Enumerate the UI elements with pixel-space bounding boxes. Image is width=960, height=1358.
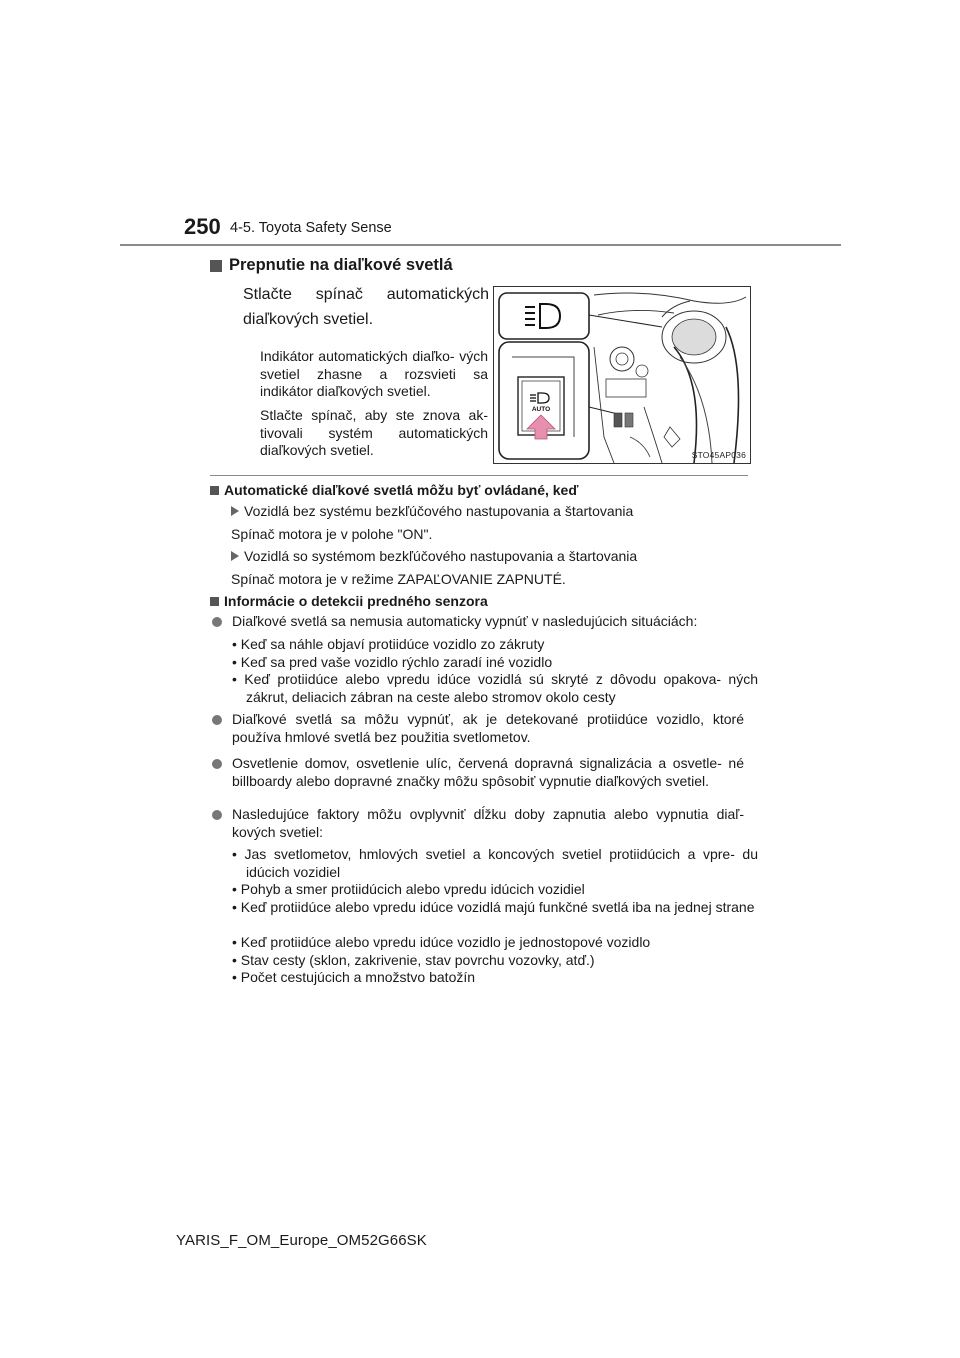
page-number: 250 [184,214,221,239]
dot-bullet-icon [212,711,227,729]
case2-title-text: Vozidlá so systémom bezkľúčového nastupovania a štartovania [244,548,638,564]
list-item: • Počet cestujúcich a množstvo batožín [232,969,476,985]
section2-title-text: Informácie o detekcii predného senzora [224,593,488,609]
case1-title-text: Vozidlá bez systému bezkľúčového nastupovania a štartovania [244,503,634,519]
dashboard-illustration [493,286,751,464]
list-item: • Keď protiidúce alebo vpredu idúce vozidlá sú skryté z dôvodu opakova- ných zákrut, deliacich zábran na ceste alebo stromov okolo cesty [232,671,758,705]
auto-label: AUTO [531,406,551,413]
case1-text: Spínač motora je v polohe "ON". [231,526,433,542]
list-item: • Keď protiidúce alebo vpredu idúce vozidlá majú funkčné svetlá iba na jednej strane [232,899,755,915]
case1-title [231,503,633,521]
square-bullet-icon [210,486,219,495]
list-item: • Keď sa náhle objaví protiidúce vozidlo zo zákruty [232,636,545,652]
case2-text: Spínač motora je v režime ZAPAĽOVANIE ZAPNUTÉ. [231,571,566,587]
heading-text: Prepnutie na diaľkové svetlá [229,256,453,274]
dashboard-drawing [494,287,750,463]
section-rule [210,475,748,476]
list-item: • Keď sa pred vaše vozidlo rýchlo zaradí iné vozidlo [232,654,553,670]
triangle-bullet-icon [231,506,239,516]
section2-title [210,593,488,611]
dot-bullet-icon [212,613,227,631]
note-1: Indikátor automatických diaľko- vých svetiel zhasne a rozsvieti sa indikátor diaľkových svetiel. [260,348,488,399]
paragraph-2: Diaľkové svetlá sa môžu vypnúť, ak je detekované protiidúce vozidlo, ktoré používa hmlové svetlá bez použitia svetlometov. [232,711,744,745]
list-item: • Pohyb a smer protiidúcich alebo vpredu idúcich vozidiel [232,881,585,897]
paragraph-1: Diaľkové svetlá sa nemusia automaticky vypnúť v nasledujúcich situáciách: [232,613,698,629]
footer-doc-code: YARIS_F_OM_Europe_OM52G66SK [176,1232,427,1249]
figure-code: STO45AP036 [691,450,746,460]
paragraph-4: Nasledujúce faktory môžu ovplyvniť dĺžku doby zapnutia alebo vypnutia diaľ- kových svetiel: [232,806,744,840]
subsection-heading [210,256,453,275]
note-2: Stlačte spínač, aby ste znova ak- tivovali systém automatických diaľkových svetiel. [260,407,488,458]
square-bullet-icon [210,260,222,272]
square-bullet-icon [210,597,219,606]
list-item: • Stav cesty (sklon, zakrivenie, stav povrchu vozovky, atď.) [232,952,595,968]
dot-bullet-icon [212,806,227,824]
dot-bullet-icon [212,755,227,773]
intro-text: Stlačte spínač automatických diaľkových svetiel. [243,286,489,328]
triangle-bullet-icon [231,551,239,561]
section1-title [210,482,578,500]
section1-title-text: Automatické diaľkové svetlá môžu byť ovládané, keď [224,482,579,498]
list-item: • Jas svetlometov, hmlových svetiel a koncových svetiel protiidúcich a vpre- du idúcich vozidiel [232,846,758,880]
header-rule [120,244,841,246]
indicator-callout [499,293,589,339]
list-item: • Keď protiidúce alebo vpredu idúce vozidlo je jednostopové vozidlo [232,934,651,950]
section-title: 4-5. Toyota Safety Sense [230,220,392,236]
case2-title [231,548,637,566]
paragraph-3: Osvetlenie domov, osvetlenie ulíc, červená dopravná signalizácia a osvetle- né billboardy alebo dopravné značky môžu spôsobiť vypnutie diaľkových svetiel. [232,755,744,789]
